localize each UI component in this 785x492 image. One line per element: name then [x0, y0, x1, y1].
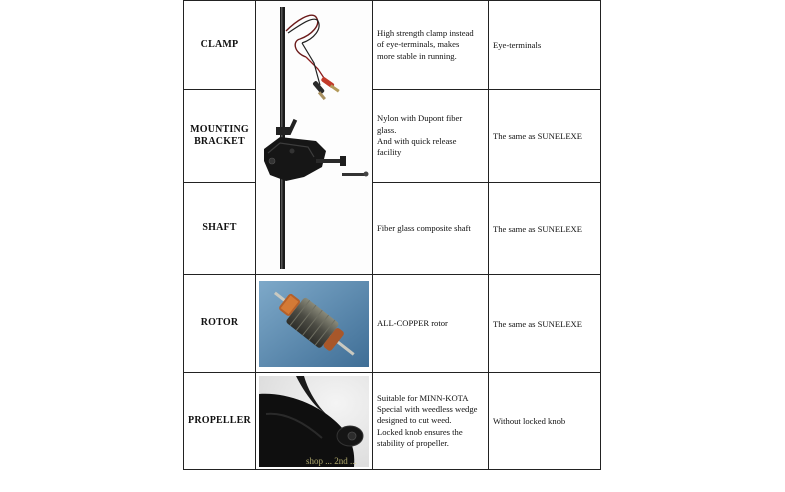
- description-propeller: [373, 373, 489, 470]
- part-name-mounting-bracket: [184, 90, 256, 183]
- description-line: Locked knob ensures the: [377, 426, 463, 437]
- description-line: stability of propeller.: [377, 438, 449, 449]
- description-line: High strength clamp instead: [377, 27, 474, 38]
- part-name-shaft: SHAFT: [184, 183, 256, 275]
- description-line: Suitable for MINN-KOTA: [377, 392, 469, 403]
- description-line: designed to cut weed.: [377, 415, 452, 426]
- part-name-propeller: PROPELLER: [184, 373, 256, 470]
- description-line: facility: [377, 147, 402, 158]
- table-row-shaft: [184, 183, 601, 275]
- part-name-line: MOUNTING: [190, 123, 249, 135]
- propeller-image: [256, 374, 372, 469]
- part-name-clamp: CLAMP: [184, 1, 256, 90]
- description-line: glass.: [377, 124, 397, 135]
- description-line: And with quick release: [377, 136, 457, 146]
- comparison-propeller: Without locked knob: [489, 373, 601, 470]
- table-row-propeller: [184, 373, 601, 470]
- comparison-rotor: The same as SUNELEXE: [489, 275, 601, 373]
- propeller-photo-cell: [256, 373, 373, 470]
- comparison-clamp: Eye-terminals: [489, 1, 601, 90]
- description-line: more stable in running.: [377, 50, 457, 61]
- description-line: of eye-terminals, makes: [377, 39, 460, 50]
- description-shaft: [373, 183, 489, 275]
- rotor-photo-cell: [256, 275, 373, 373]
- table-row-mounting-bracket: [184, 90, 601, 183]
- comparison-shaft: The same as SUNELEXE: [489, 183, 601, 275]
- description-clamp: [373, 1, 489, 90]
- spec-sheet: [183, 0, 600, 471]
- description-line: Nylon with Dupont fiber: [377, 113, 463, 124]
- description-line: ALL-COPPER rotor: [377, 317, 448, 328]
- description-line: Fiber glass composite shaft: [377, 222, 471, 233]
- trolling-motor-image: [256, 1, 372, 274]
- motor-photo-cell: [256, 1, 373, 275]
- comparison-table: [183, 0, 601, 470]
- rotor-image: [256, 276, 372, 372]
- table-row-clamp: [184, 1, 601, 90]
- part-name-line: BRACKET: [194, 136, 245, 147]
- description-mounting-bracket: [373, 90, 489, 183]
- comparison-mounting-bracket: The same as SUNELEXE: [489, 90, 601, 183]
- watermark-text: shop ... 2nd ...: [306, 455, 357, 466]
- description-line: Special with weedless wedge: [377, 403, 478, 414]
- table-row-rotor: [184, 275, 601, 373]
- part-name-rotor: ROTOR: [184, 275, 256, 373]
- description-rotor: [373, 275, 489, 373]
